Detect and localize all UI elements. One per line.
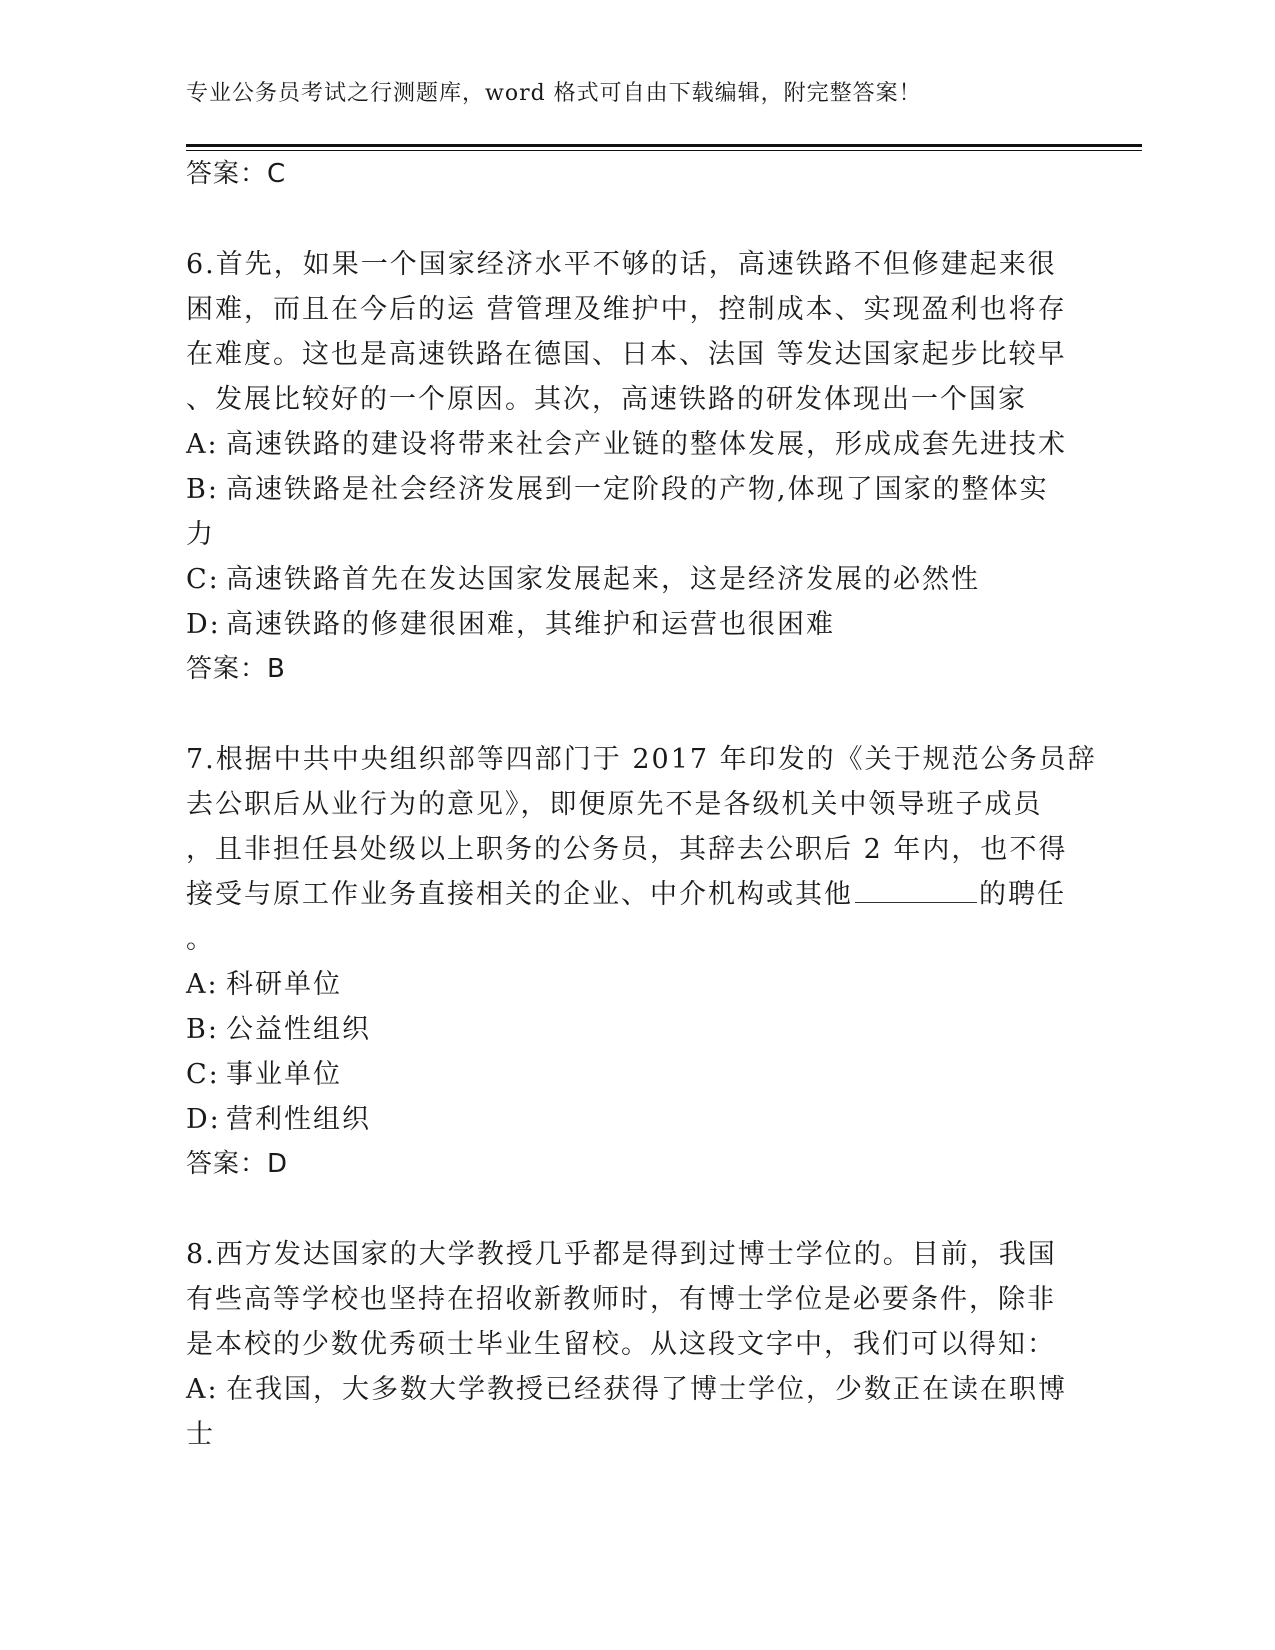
option-label: C: xyxy=(186,564,220,595)
question-stem-line: 7.根据中共中央组织部等四部门于 2017 年印发的《关于规范公务员辞 xyxy=(186,744,1097,775)
option-label: B: xyxy=(186,474,219,505)
question-stem-line: 有些高等学校也坚持在招收新教师时，有博士学位是必要条件，除非 xyxy=(186,1284,1056,1315)
spacer xyxy=(186,1187,1066,1232)
question-stem-line: 困难，而且在今后的运 营管理及维护中，控制成本、实现盈利也将存 xyxy=(186,294,1067,325)
option-text: 公益性组织 xyxy=(226,1014,371,1045)
page-header: 专业公务员考试之行测题库，word 格式可自由下载编辑，附完整答案！ xyxy=(186,81,922,106)
question-content xyxy=(186,152,1097,1457)
answer-6: 答案：B xyxy=(186,654,286,684)
question-stem-line: 、发展比较好的一个原因。其次，高速铁路的研发体现出一个国家 xyxy=(186,384,1027,415)
header-rule-thin xyxy=(186,150,1142,151)
option-label: A: xyxy=(186,969,219,1000)
question-6 xyxy=(186,242,1066,692)
option-text: 在我国，大多数大学教授已经获得了博士学位，少数正在读在职博 xyxy=(226,1374,1067,1405)
option-label: D: xyxy=(186,1104,221,1135)
option-text: 营利性组织 xyxy=(226,1104,371,1135)
option-d xyxy=(186,602,1066,647)
option-text: 事业单位 xyxy=(226,1059,342,1090)
question-stem-line: 是本校的少数优秀硕士毕业生留校。从这段文字中，我们可以得知： xyxy=(186,1329,1056,1360)
option-a xyxy=(186,1367,1066,1412)
spacer xyxy=(186,692,1066,737)
question-8 xyxy=(186,1232,1066,1457)
question-stem-line: 6.首先，如果一个国家经济水平不够的话，高速铁路不但修建起来很 xyxy=(186,249,1057,280)
option-text: 高速铁路的建设将带来社会产业链的整体发展，形成成套先进技术 xyxy=(226,429,1067,460)
option-text: 高速铁路是社会经济发展到一定阶段的产物,体现了国家的整体实 xyxy=(226,474,1049,505)
option-b-continued xyxy=(186,512,1066,557)
option-label: D: xyxy=(186,609,221,640)
question-stem-line: 8.西方发达国家的大学教授几乎都是得到过博士学位的。目前，我国 xyxy=(186,1239,1057,1270)
option-label: A: xyxy=(186,1374,219,1405)
option-label: B: xyxy=(186,1014,219,1045)
answer-previous: 答案：C xyxy=(186,159,287,189)
stem-text: 的聘任 xyxy=(979,879,1066,910)
option-text: 高速铁路的修建很困难，其维护和运营也很困难 xyxy=(226,609,835,640)
option-d xyxy=(186,1097,1066,1142)
option-a xyxy=(186,962,1066,1007)
option-c xyxy=(186,1052,1066,1097)
question-stem-line: ，且非担任县处级以上职务的公务员，其辞去公职后 2 年内，也不得 xyxy=(186,834,1068,865)
option-b xyxy=(186,467,1066,512)
stem-text: 接受与原工作业务直接相关的企业、中介机构或其他 xyxy=(186,879,853,910)
option-b xyxy=(186,1007,1066,1052)
option-label: C: xyxy=(186,1059,220,1090)
option-c xyxy=(186,557,1066,602)
answer-7: 答案：D xyxy=(186,1149,289,1179)
question-stem-line: 去公职后从业行为的意见》，即便原先不是各级机关中领导班子成员 xyxy=(186,789,1043,820)
spacer xyxy=(186,197,1066,242)
question-7 xyxy=(186,737,1097,1187)
option-a-continued xyxy=(186,1412,1066,1457)
header-rule-thick xyxy=(186,144,1142,147)
option-text: 力 xyxy=(186,519,215,550)
question-stem-tail: 。 xyxy=(186,924,215,955)
question-stem-line-with-blank xyxy=(186,872,1066,917)
option-text: 士 xyxy=(186,1419,215,1450)
fill-in-blank xyxy=(855,874,977,903)
option-label: A: xyxy=(186,429,219,460)
question-stem-line: 在难度。这也是高速铁路在德国、日本、法国 等发达国家起步比较早 xyxy=(186,339,1067,370)
option-text: 科研单位 xyxy=(226,969,342,1000)
option-a xyxy=(186,422,1066,467)
option-text: 高速铁路首先在发达国家发展起来，这是经济发展的必然性 xyxy=(226,564,980,595)
